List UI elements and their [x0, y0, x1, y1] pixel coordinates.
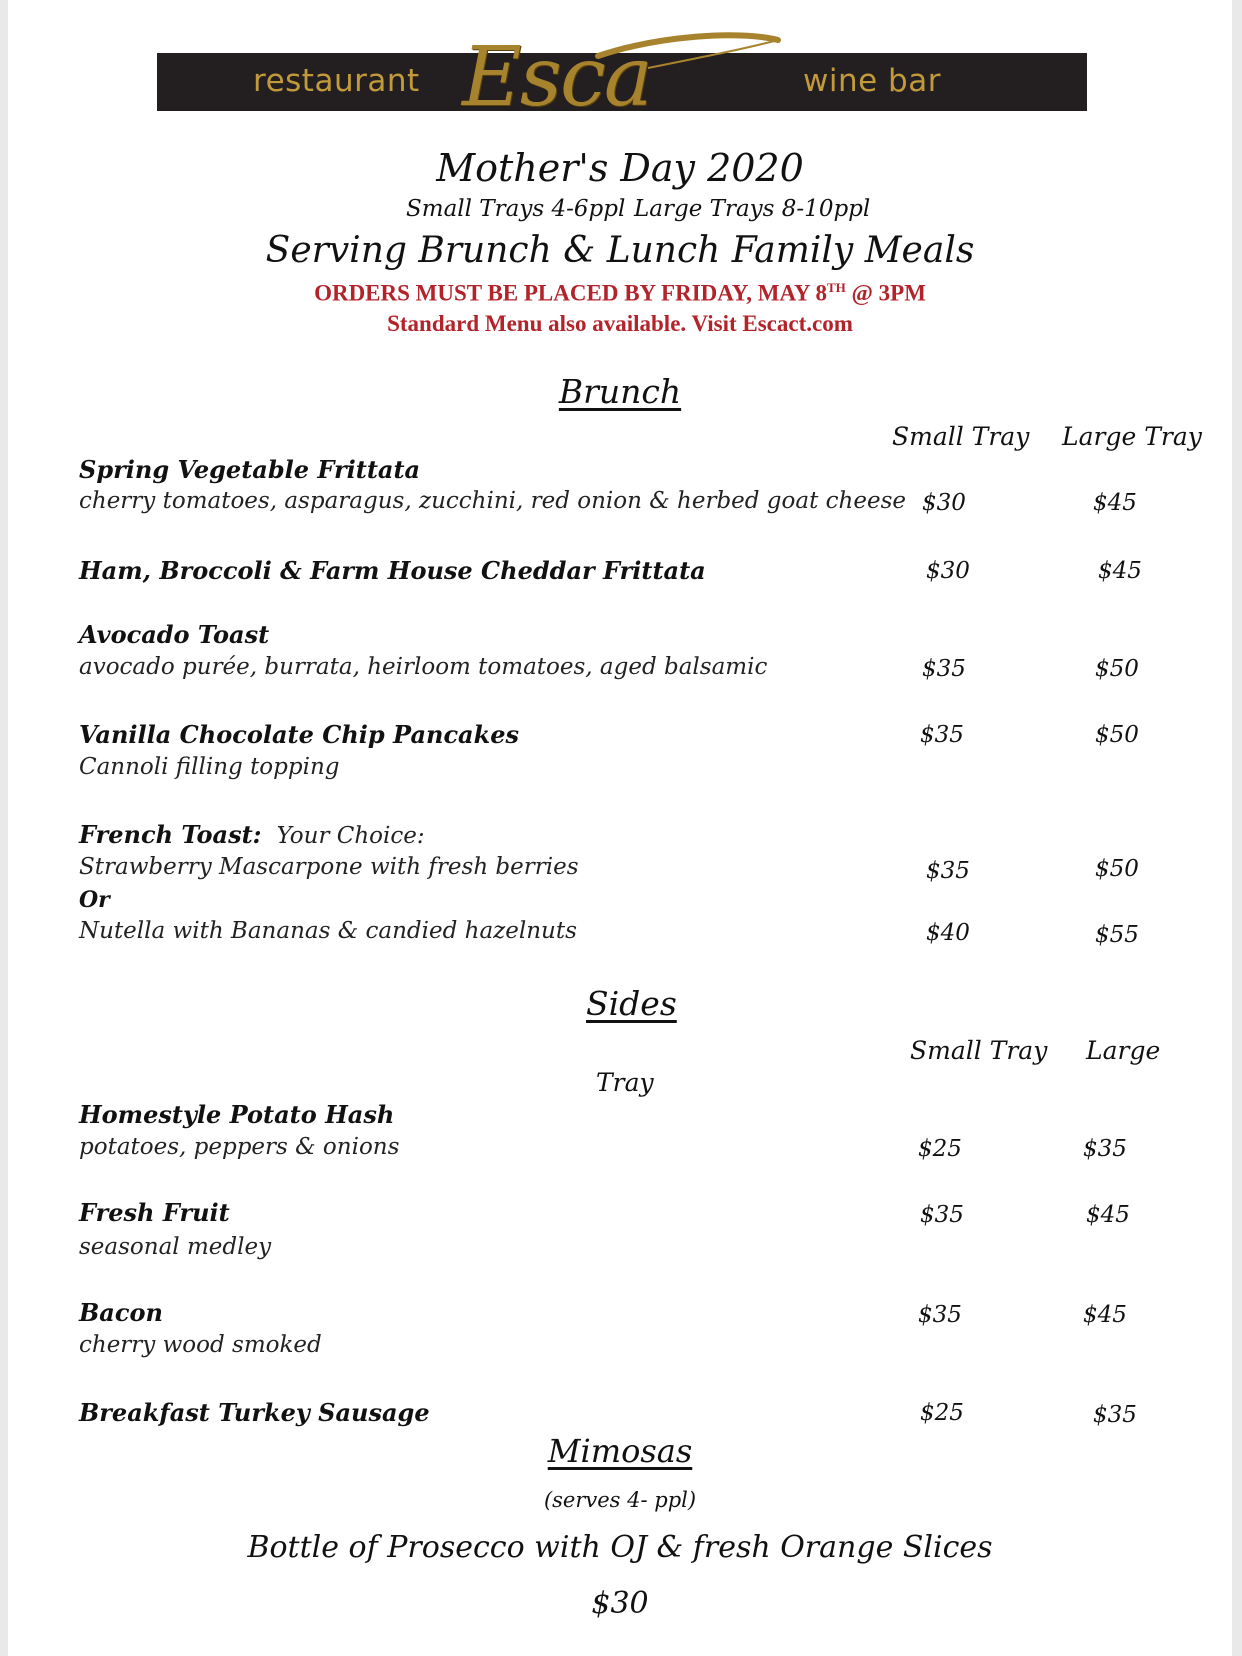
price-small: $25	[920, 1400, 964, 1426]
price-large: $45	[1086, 1202, 1130, 1228]
banner-restaurant-label: restaurant	[253, 63, 420, 99]
price-small: $35	[926, 858, 970, 884]
price-small: $30	[922, 490, 966, 516]
mimosas-serves-note: (serves 4- ppl)	[543, 1488, 697, 1512]
price-small: $35	[920, 722, 964, 748]
price-small: $35	[922, 656, 966, 682]
choice-label: Your Choice:	[276, 823, 425, 849]
brunch-heading: Brunch	[558, 372, 682, 411]
sides-heading: Sides	[586, 984, 677, 1023]
french-toast-option-strawberry: Strawberry Mascarpone with fresh berries	[79, 854, 579, 880]
serving-heading: Serving Brunch & Lunch Family Meals	[265, 230, 975, 271]
large-trays-note: Large Trays 8-10ppl	[634, 196, 871, 222]
menu-item-desc: Cannoli filling topping	[79, 754, 340, 780]
menu-item-name: Homestyle Potato Hash	[79, 1100, 395, 1129]
menu-item-desc: potatoes, peppers & onions	[79, 1134, 400, 1160]
or-label: Or	[79, 887, 110, 913]
price-large: $35	[1083, 1136, 1127, 1162]
standard-menu-note: Standard Menu also available. Visit Escact.com	[387, 311, 853, 336]
french-toast-option-nutella: Nutella with Bananas & candied hazelnuts	[79, 918, 577, 944]
menu-item-name: Bacon	[79, 1298, 163, 1327]
mimosas-price: $30	[591, 1586, 649, 1621]
price-large: $55	[1095, 922, 1139, 948]
price-large: $45	[1083, 1302, 1127, 1328]
sides-tray-header: Tray	[596, 1068, 654, 1097]
order-deadline: ORDERS MUST BE PLACED BY FRIDAY, MAY 8TH @ 3PM	[314, 280, 926, 306]
brunch-large-tray-header: Large Tray	[1062, 422, 1202, 451]
menu-item-desc: seasonal medley	[79, 1234, 272, 1260]
menu-item-desc: cherry tomatoes, asparagus, zucchini, red onion & herbed goat cheese	[79, 488, 906, 514]
menu-item-name: Ham, Broccoli & Farm House Cheddar Frittata	[79, 556, 706, 585]
price-large: $50	[1095, 656, 1139, 682]
brunch-small-tray-header: Small Tray	[892, 422, 1030, 451]
price-small: $35	[918, 1302, 962, 1328]
french-toast-line	[79, 820, 425, 849]
price-large: $50	[1095, 856, 1139, 882]
price-large: $50	[1095, 722, 1139, 748]
price-small: $25	[918, 1136, 962, 1162]
price-large: $45	[1093, 490, 1137, 516]
mimosas-description: Bottle of Prosecco with OJ & fresh Orange Slices	[247, 1530, 993, 1565]
menu-item-name: Vanilla Chocolate Chip Pancakes	[79, 720, 520, 749]
menu-item-name: Avocado Toast	[79, 620, 270, 649]
menu-item-name: French Toast:	[79, 820, 262, 849]
esca-logo: Esca	[462, 30, 651, 125]
price-small: $40	[926, 920, 970, 946]
menu-item-desc: cherry wood smoked	[79, 1332, 322, 1358]
page-title: Mother's Day 2020	[436, 146, 804, 190]
small-trays-note: Small Trays 4-6ppl	[406, 196, 626, 222]
menu-page	[8, 0, 1232, 1656]
banner-wine-bar-label: wine bar	[803, 63, 941, 99]
menu-item-desc: avocado purée, burrata, heirloom tomatoes, aged balsamic	[79, 654, 768, 680]
sides-large-header: Large	[1086, 1036, 1161, 1065]
sides-small-tray-header: Small Tray	[910, 1036, 1048, 1065]
price-large: $35	[1093, 1402, 1137, 1428]
menu-item-name: Fresh Fruit	[79, 1198, 230, 1227]
price-large: $45	[1098, 558, 1142, 584]
menu-item-name: Spring Vegetable Frittata	[79, 455, 421, 484]
menu-item-name: Breakfast Turkey Sausage	[79, 1398, 430, 1427]
price-small: $35	[920, 1202, 964, 1228]
mimosas-heading: Mimosas	[547, 1432, 693, 1470]
price-small: $30	[926, 558, 970, 584]
